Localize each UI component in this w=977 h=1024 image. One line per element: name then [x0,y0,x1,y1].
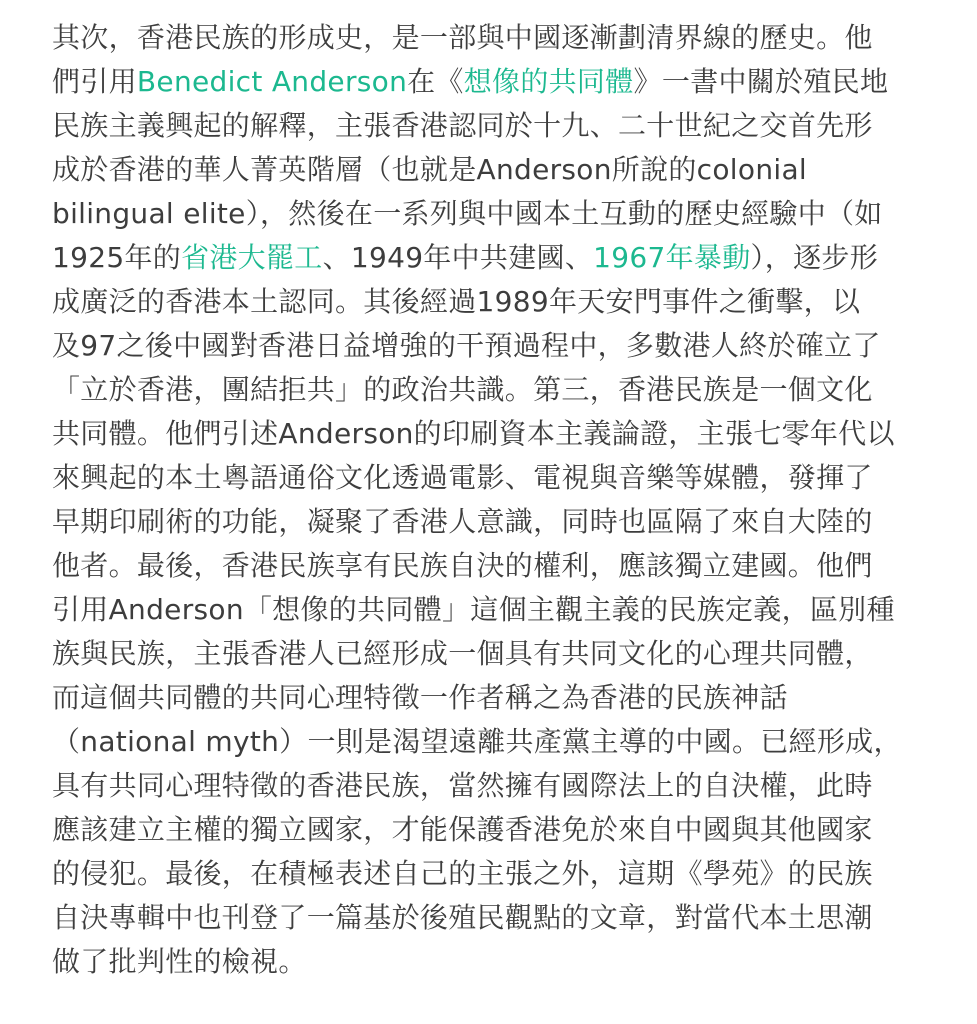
text-line: （national myth）一則是渴望遠離共產黨主導的中國。已經形成， [52,725,902,758]
link-imagined-communities[interactable]: 想像的共同體 [463,65,634,98]
text-line: 做了批判性的檢視。 [52,945,307,978]
text-line: 具有共同心理特徵的香港民族，當然擁有國際法上的自決權，此時 [52,769,873,802]
text-line: 早期印刷術的功能，凝聚了香港人意識，同時也區隔了來自大陸的 [52,505,873,538]
text-line: 來興起的本土粵語通俗文化透過電影、電視與音樂等媒體，發揮了 [52,461,873,494]
text-line: 其次，香港民族的形成史，是一部與中國逐漸劃清界線的歷史。他 [52,21,873,54]
text-line: 「立於香港，團結拒共」的政治共識。第三，香港民族是一個文化 [52,373,873,406]
text-line: 他者。最後，香港民族享有民族自決的權利，應該獨立建國。他們 [52,549,873,582]
text-line: 共同體。他們引述Anderson的印刷資本主義論證，主張七零年代以 [52,417,895,450]
text-line: bilingual elite），然後在一系列與中國本土互動的歷史經驗中（如 [52,197,883,230]
text-span: 1925年的 [52,241,182,274]
text-line [52,236,922,280]
text-line: 族與民族，主張香港人已經形成一個具有共同文化的心理共同體， [52,637,873,670]
text-line: 而這個共同體的共同心理特徵一作者稱之為香港的民族神話 [52,681,788,714]
text-line: 民族主義興起的解釋，主張香港認同於十九、二十世紀之交首先形 [52,109,873,142]
text-line: 引用Anderson「想像的共同體」這個主觀主義的民族定義，區別種 [52,593,895,626]
text-span: 在《 [407,65,464,98]
text-span: ），逐步形 [750,241,879,274]
link-benedict-anderson[interactable]: Benedict Anderson [136,65,408,98]
text-span: 們引用 [52,65,137,98]
article-paragraph [52,16,922,984]
text-line: 成廣泛的香港本土認同。其後經過1989年天安門事件之衝擊，以 [52,285,861,318]
text-line: 自決專輯中也刊登了一篇基於後殖民觀點的文章，對當代本土思潮 [52,901,873,934]
link-canton-hong-kong-strike[interactable]: 省港大罷工 [181,241,323,274]
text-line: 及97之後中國對香港日益增強的干預過程中，多數港人終於確立了 [52,329,881,362]
link-1967-riots[interactable]: 1967年暴動 [593,241,751,274]
text-line: 的侵犯。最後，在積極表述自己的主張之外，這期《學苑》的民族 [52,857,873,890]
text-span: 》一書中關於殖民地 [633,65,889,98]
text-line: 應該建立主權的獨立國家，才能保護香港免於來自中國與其他國家 [52,813,873,846]
text-line [52,60,922,104]
text-span: 、1949年中共建國、 [322,241,594,274]
text-line: 成於香港的華人菁英階層（也就是Anderson所說的colonial [52,153,807,186]
